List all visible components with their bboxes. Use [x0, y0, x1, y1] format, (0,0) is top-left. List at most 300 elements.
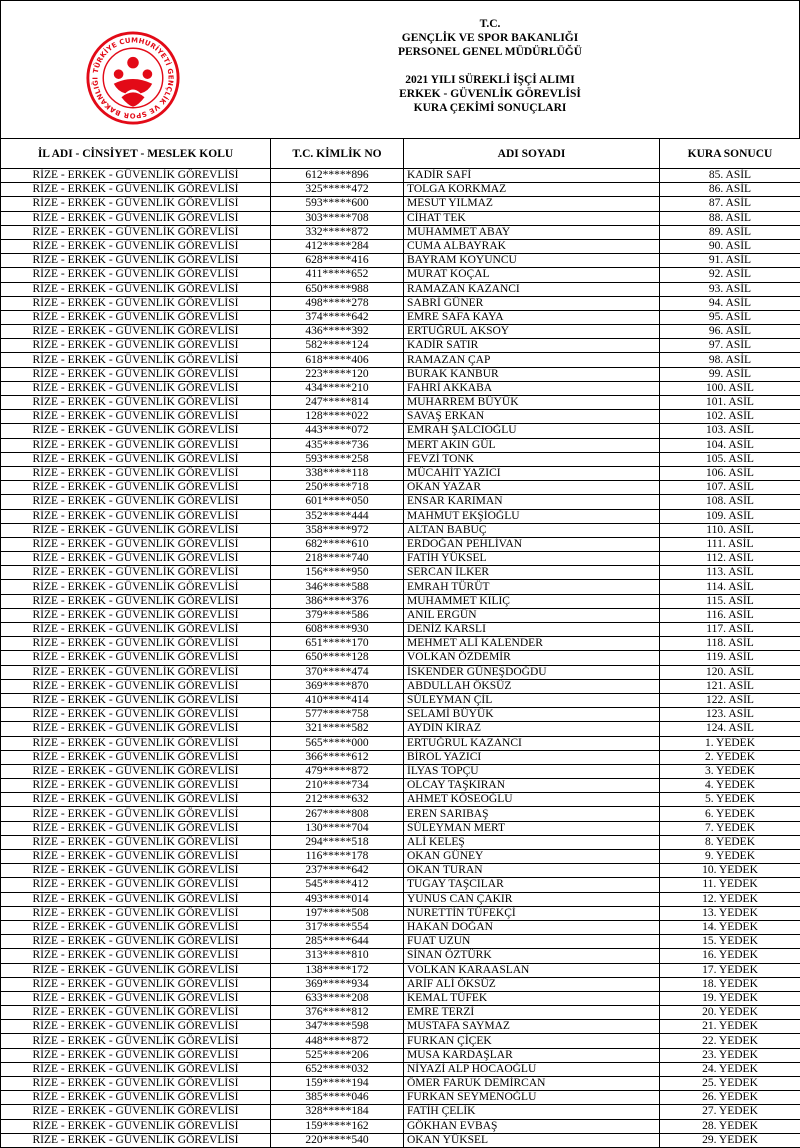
cell-tc-kimlik: 212*****632 [271, 793, 404, 807]
cell-adi-soyadi: EMRAH ŞALCIOĞLU [404, 424, 660, 438]
cell-il-adi: RİZE - ERKEK - GÜVENLİK GÖREVLİSİ [1, 1091, 271, 1105]
cell-il-adi: RİZE - ERKEK - GÜVENLİK GÖREVLİSİ [1, 1006, 271, 1020]
cell-adi-soyadi: ALTAN BABUÇ [404, 523, 660, 537]
cell-kura-sonucu: 105. ASİL [660, 452, 800, 466]
cell-adi-soyadi: DENİZ KARSLI [404, 623, 660, 637]
cell-il-adi: RİZE - ERKEK - GÜVENLİK GÖREVLİSİ [1, 396, 271, 410]
cell-il-adi: RİZE - ERKEK - GÜVENLİK GÖREVLİSİ [1, 381, 271, 395]
header-line-1: T.C. [181, 17, 799, 31]
cell-il-adi: RİZE - ERKEK - GÜVENLİK GÖREVLİSİ [1, 239, 271, 253]
cell-il-adi: RİZE - ERKEK - GÜVENLİK GÖREVLİSİ [1, 580, 271, 594]
cell-kura-sonucu: 93. ASİL [660, 282, 800, 296]
cell-kura-sonucu: 86. ASİL [660, 183, 800, 197]
cell-il-adi: RİZE - ERKEK - GÜVENLİK GÖREVLİSİ [1, 1119, 271, 1133]
cell-kura-sonucu: 116. ASİL [660, 608, 800, 622]
cell-tc-kimlik: 321*****582 [271, 722, 404, 736]
table-row [1, 1048, 800, 1062]
cell-kura-sonucu: 29. YEDEK [660, 1133, 800, 1147]
cell-tc-kimlik: 650*****988 [271, 282, 404, 296]
table-row [1, 282, 800, 296]
cell-tc-kimlik: 223*****120 [271, 367, 404, 381]
table-row [1, 580, 800, 594]
cell-kura-sonucu: 5. YEDEK [660, 793, 800, 807]
cell-kura-sonucu: 8. YEDEK [660, 835, 800, 849]
table-row [1, 1020, 800, 1034]
cell-tc-kimlik: 237*****642 [271, 864, 404, 878]
cell-il-adi: RİZE - ERKEK - GÜVENLİK GÖREVLİSİ [1, 353, 271, 367]
cell-adi-soyadi: SAVAŞ ERKAN [404, 410, 660, 424]
cell-kura-sonucu: 10. YEDEK [660, 864, 800, 878]
cell-il-adi: RİZE - ERKEK - GÜVENLİK GÖREVLİSİ [1, 764, 271, 778]
cell-kura-sonucu: 95. ASİL [660, 310, 800, 324]
cell-adi-soyadi: SERCAN İLKER [404, 566, 660, 580]
cell-kura-sonucu: 121. ASİL [660, 679, 800, 693]
table-row [1, 254, 800, 268]
cell-kura-sonucu: 12. YEDEK [660, 892, 800, 906]
cell-il-adi: RİZE - ERKEK - GÜVENLİK GÖREVLİSİ [1, 481, 271, 495]
cell-kura-sonucu: 22. YEDEK [660, 1034, 800, 1048]
cell-il-adi: RİZE - ERKEK - GÜVENLİK GÖREVLİSİ [1, 169, 271, 183]
cell-adi-soyadi: CİHAT TEK [404, 211, 660, 225]
cell-kura-sonucu: 16. YEDEK [660, 949, 800, 963]
cell-tc-kimlik: 434*****210 [271, 381, 404, 395]
table-row [1, 920, 800, 934]
table-row [1, 949, 800, 963]
cell-kura-sonucu: 109. ASİL [660, 509, 800, 523]
cell-adi-soyadi: KADİR SAFİ [404, 169, 660, 183]
cell-adi-soyadi: SABRİ GÜNER [404, 296, 660, 310]
cell-adi-soyadi: MUHARREM BÜYÜK [404, 396, 660, 410]
cell-tc-kimlik: 436*****392 [271, 325, 404, 339]
cell-il-adi: RİZE - ERKEK - GÜVENLİK GÖREVLİSİ [1, 906, 271, 920]
cell-adi-soyadi: BURAK KANBUR [404, 367, 660, 381]
cell-tc-kimlik: 369*****870 [271, 679, 404, 693]
table-row [1, 410, 800, 424]
table-row [1, 722, 800, 736]
cell-tc-kimlik: 608*****930 [271, 623, 404, 637]
table-row [1, 793, 800, 807]
cell-il-adi: RİZE - ERKEK - GÜVENLİK GÖREVLİSİ [1, 991, 271, 1005]
cell-il-adi: RİZE - ERKEK - GÜVENLİK GÖREVLİSİ [1, 325, 271, 339]
cell-tc-kimlik: 250*****718 [271, 481, 404, 495]
cell-il-adi: RİZE - ERKEK - GÜVENLİK GÖREVLİSİ [1, 750, 271, 764]
cell-adi-soyadi: ABDULLAH ÖKSÜZ [404, 679, 660, 693]
cell-tc-kimlik: 197*****508 [271, 906, 404, 920]
cell-adi-soyadi: OKAN YAZAR [404, 481, 660, 495]
cell-tc-kimlik: 582*****124 [271, 339, 404, 353]
header-line-4: 2021 YILI SÜREKLİ İŞÇİ ALIMI [181, 73, 799, 87]
cell-tc-kimlik: 138*****172 [271, 963, 404, 977]
cell-tc-kimlik: 369*****934 [271, 977, 404, 991]
cell-il-adi: RİZE - ERKEK - GÜVENLİK GÖREVLİSİ [1, 225, 271, 239]
cell-adi-soyadi: FURKAN SEYMENOĞLU [404, 1091, 660, 1105]
cell-kura-sonucu: 110. ASİL [660, 523, 800, 537]
table-row [1, 552, 800, 566]
cell-kura-sonucu: 94. ASİL [660, 296, 800, 310]
cell-il-adi: RİZE - ERKEK - GÜVENLİK GÖREVLİSİ [1, 452, 271, 466]
cell-kura-sonucu: 103. ASİL [660, 424, 800, 438]
table-row [1, 637, 800, 651]
table-row [1, 878, 800, 892]
cell-il-adi: RİZE - ERKEK - GÜVENLİK GÖREVLİSİ [1, 878, 271, 892]
cell-tc-kimlik: 220*****540 [271, 1133, 404, 1147]
cell-tc-kimlik: 317*****554 [271, 920, 404, 934]
cell-tc-kimlik: 374*****642 [271, 310, 404, 324]
header-titles [181, 17, 799, 115]
cell-tc-kimlik: 565*****000 [271, 736, 404, 750]
cell-tc-kimlik: 313*****810 [271, 949, 404, 963]
cell-adi-soyadi: SÜLEYMAN ÇİL [404, 693, 660, 707]
cell-il-adi: RİZE - ERKEK - GÜVENLİK GÖREVLİSİ [1, 282, 271, 296]
cell-adi-soyadi: ERTUĞRUL KAZANCI [404, 736, 660, 750]
table-row [1, 353, 800, 367]
table-row [1, 1119, 800, 1133]
header-line-5: ERKEK - GÜVENLİK GÖREVLİSİ [181, 87, 799, 101]
cell-kura-sonucu: 89. ASİL [660, 225, 800, 239]
cell-tc-kimlik: 618*****406 [271, 353, 404, 367]
cell-il-adi: RİZE - ERKEK - GÜVENLİK GÖREVLİSİ [1, 183, 271, 197]
cell-tc-kimlik: 525*****206 [271, 1048, 404, 1062]
table-row [1, 481, 800, 495]
cell-adi-soyadi: OKAN GÜNEY [404, 850, 660, 864]
cell-adi-soyadi: BİROL YAZICI [404, 750, 660, 764]
cell-tc-kimlik: 385*****046 [271, 1091, 404, 1105]
cell-il-adi: RİZE - ERKEK - GÜVENLİK GÖREVLİSİ [1, 197, 271, 211]
document-header [0, 0, 800, 138]
cell-adi-soyadi: MUHAMMET ABAY [404, 225, 660, 239]
cell-kura-sonucu: 118. ASİL [660, 637, 800, 651]
cell-il-adi: RİZE - ERKEK - GÜVENLİK GÖREVLİSİ [1, 367, 271, 381]
cell-tc-kimlik: 346*****588 [271, 580, 404, 594]
cell-kura-sonucu: 92. ASİL [660, 268, 800, 282]
table-row [1, 1105, 800, 1119]
cell-tc-kimlik: 325*****472 [271, 183, 404, 197]
cell-adi-soyadi: ANIL ERGÜN [404, 608, 660, 622]
cell-adi-soyadi: FEVZİ TONK [404, 452, 660, 466]
cell-kura-sonucu: 96. ASİL [660, 325, 800, 339]
cell-kura-sonucu: 21. YEDEK [660, 1020, 800, 1034]
table-row [1, 438, 800, 452]
table-row [1, 197, 800, 211]
cell-il-adi: RİZE - ERKEK - GÜVENLİK GÖREVLİSİ [1, 410, 271, 424]
cell-kura-sonucu: 87. ASİL [660, 197, 800, 211]
cell-adi-soyadi: FAHRİ AKKABA [404, 381, 660, 395]
cell-adi-soyadi: OLCAY TAŞKIRAN [404, 779, 660, 793]
cell-il-adi: RİZE - ERKEK - GÜVENLİK GÖREVLİSİ [1, 296, 271, 310]
table-row [1, 211, 800, 225]
cell-kura-sonucu: 23. YEDEK [660, 1048, 800, 1062]
cell-il-adi: RİZE - ERKEK - GÜVENLİK GÖREVLİSİ [1, 594, 271, 608]
table-row [1, 608, 800, 622]
table-row [1, 225, 800, 239]
table-row [1, 537, 800, 551]
cell-il-adi: RİZE - ERKEK - GÜVENLİK GÖREVLİSİ [1, 268, 271, 282]
cell-tc-kimlik: 370*****474 [271, 665, 404, 679]
cell-il-adi: RİZE - ERKEK - GÜVENLİK GÖREVLİSİ [1, 977, 271, 991]
cell-kura-sonucu: 101. ASİL [660, 396, 800, 410]
table-row [1, 693, 800, 707]
table-row [1, 396, 800, 410]
table-row [1, 963, 800, 977]
cell-tc-kimlik: 448*****872 [271, 1034, 404, 1048]
column-header-result: KURA SONUCU [660, 139, 800, 169]
cell-il-adi: RİZE - ERKEK - GÜVENLİK GÖREVLİSİ [1, 537, 271, 551]
cell-il-adi: RİZE - ERKEK - GÜVENLİK GÖREVLİSİ [1, 509, 271, 523]
cell-kura-sonucu: 102. ASİL [660, 410, 800, 424]
cell-il-adi: RİZE - ERKEK - GÜVENLİK GÖREVLİSİ [1, 466, 271, 480]
cell-tc-kimlik: 247*****814 [271, 396, 404, 410]
cell-tc-kimlik: 130*****704 [271, 821, 404, 835]
cell-tc-kimlik: 628*****416 [271, 254, 404, 268]
table-row [1, 764, 800, 778]
cell-il-adi: RİZE - ERKEK - GÜVENLİK GÖREVLİSİ [1, 850, 271, 864]
table-row [1, 452, 800, 466]
cell-tc-kimlik: 601*****050 [271, 495, 404, 509]
cell-il-adi: RİZE - ERKEK - GÜVENLİK GÖREVLİSİ [1, 892, 271, 906]
cell-kura-sonucu: 11. YEDEK [660, 878, 800, 892]
cell-kura-sonucu: 19. YEDEK [660, 991, 800, 1005]
cell-adi-soyadi: NURETTİN TÜFEKÇİ [404, 906, 660, 920]
cell-tc-kimlik: 328*****184 [271, 1105, 404, 1119]
cell-tc-kimlik: 159*****162 [271, 1119, 404, 1133]
cell-adi-soyadi: SÜLEYMAN MERT [404, 821, 660, 835]
results-table [0, 138, 800, 1148]
cell-il-adi: RİZE - ERKEK - GÜVENLİK GÖREVLİSİ [1, 211, 271, 225]
table-row [1, 466, 800, 480]
cell-il-adi: RİZE - ERKEK - GÜVENLİK GÖREVLİSİ [1, 1034, 271, 1048]
cell-il-adi: RİZE - ERKEK - GÜVENLİK GÖREVLİSİ [1, 935, 271, 949]
cell-tc-kimlik: 612*****896 [271, 169, 404, 183]
table-row [1, 750, 800, 764]
table-row [1, 991, 800, 1005]
cell-kura-sonucu: 20. YEDEK [660, 1006, 800, 1020]
cell-tc-kimlik: 347*****598 [271, 1020, 404, 1034]
cell-tc-kimlik: 338*****118 [271, 466, 404, 480]
cell-kura-sonucu: 124. ASİL [660, 722, 800, 736]
cell-adi-soyadi: ÖMER FARUK DEMİRCAN [404, 1077, 660, 1091]
cell-adi-soyadi: AYDIN KİRAZ [404, 722, 660, 736]
cell-kura-sonucu: 120. ASİL [660, 665, 800, 679]
cell-kura-sonucu: 99. ASİL [660, 367, 800, 381]
cell-adi-soyadi: MUSTAFA SAYMAZ [404, 1020, 660, 1034]
cell-il-adi: RİZE - ERKEK - GÜVENLİK GÖREVLİSİ [1, 310, 271, 324]
cell-kura-sonucu: 17. YEDEK [660, 963, 800, 977]
cell-adi-soyadi: CUMA ALBAYRAK [404, 239, 660, 253]
table-row [1, 935, 800, 949]
table-row [1, 850, 800, 864]
cell-kura-sonucu: 117. ASİL [660, 623, 800, 637]
cell-kura-sonucu: 91. ASİL [660, 254, 800, 268]
cell-tc-kimlik: 633*****208 [271, 991, 404, 1005]
cell-kura-sonucu: 1. YEDEK [660, 736, 800, 750]
cell-tc-kimlik: 366*****612 [271, 750, 404, 764]
cell-adi-soyadi: SİNAN ÖZTÜRK [404, 949, 660, 963]
cell-il-adi: RİZE - ERKEK - GÜVENLİK GÖREVLİSİ [1, 254, 271, 268]
table-row [1, 623, 800, 637]
cell-kura-sonucu: 104. ASİL [660, 438, 800, 452]
cell-il-adi: RİZE - ERKEK - GÜVENLİK GÖREVLİSİ [1, 651, 271, 665]
cell-adi-soyadi: RAMAZAN ÇAP [404, 353, 660, 367]
cell-il-adi: RİZE - ERKEK - GÜVENLİK GÖREVLİSİ [1, 708, 271, 722]
cell-tc-kimlik: 156*****950 [271, 566, 404, 580]
cell-tc-kimlik: 577*****758 [271, 708, 404, 722]
cell-adi-soyadi: KEMAL TÜFEK [404, 991, 660, 1005]
cell-adi-soyadi: FUAT UZUN [404, 935, 660, 949]
cell-tc-kimlik: 652*****032 [271, 1062, 404, 1076]
cell-il-adi: RİZE - ERKEK - GÜVENLİK GÖREVLİSİ [1, 679, 271, 693]
cell-kura-sonucu: 7. YEDEK [660, 821, 800, 835]
header-line-6: KURA ÇEKİMİ SONUÇLARI [181, 101, 799, 115]
cell-il-adi: RİZE - ERKEK - GÜVENLİK GÖREVLİSİ [1, 949, 271, 963]
cell-adi-soyadi: MURAT KOÇAL [404, 268, 660, 282]
cell-il-adi: RİZE - ERKEK - GÜVENLİK GÖREVLİSİ [1, 793, 271, 807]
cell-tc-kimlik: 159*****194 [271, 1077, 404, 1091]
cell-il-adi: RİZE - ERKEK - GÜVENLİK GÖREVLİSİ [1, 665, 271, 679]
cell-il-adi: RİZE - ERKEK - GÜVENLİK GÖREVLİSİ [1, 864, 271, 878]
table-row [1, 1034, 800, 1048]
cell-tc-kimlik: 386*****376 [271, 594, 404, 608]
cell-adi-soyadi: ERTUĞRUL AKSOY [404, 325, 660, 339]
cell-adi-soyadi: İLYAS TOPÇU [404, 764, 660, 778]
cell-kura-sonucu: 26. YEDEK [660, 1091, 800, 1105]
cell-il-adi: RİZE - ERKEK - GÜVENLİK GÖREVLİSİ [1, 1077, 271, 1091]
table-row [1, 381, 800, 395]
cell-il-adi: RİZE - ERKEK - GÜVENLİK GÖREVLİSİ [1, 1105, 271, 1119]
table-row [1, 977, 800, 991]
cell-tc-kimlik: 285*****644 [271, 935, 404, 949]
table-row [1, 509, 800, 523]
cell-il-adi: RİZE - ERKEK - GÜVENLİK GÖREVLİSİ [1, 552, 271, 566]
cell-adi-soyadi: EMRE TERZİ [404, 1006, 660, 1020]
cell-kura-sonucu: 4. YEDEK [660, 779, 800, 793]
cell-il-adi: RİZE - ERKEK - GÜVENLİK GÖREVLİSİ [1, 637, 271, 651]
cell-il-adi: RİZE - ERKEK - GÜVENLİK GÖREVLİSİ [1, 339, 271, 353]
table-row [1, 183, 800, 197]
cell-adi-soyadi: YUNUS CAN ÇAKIR [404, 892, 660, 906]
cell-adi-soyadi: FATİH ÇELİK [404, 1105, 660, 1119]
cell-tc-kimlik: 376*****812 [271, 1006, 404, 1020]
cell-kura-sonucu: 90. ASİL [660, 239, 800, 253]
cell-adi-soyadi: MAHMUT EKŞİOĞLU [404, 509, 660, 523]
cell-il-adi: RİZE - ERKEK - GÜVENLİK GÖREVLİSİ [1, 523, 271, 537]
table-row [1, 779, 800, 793]
cell-adi-soyadi: FATİH YÜKSEL [404, 552, 660, 566]
cell-kura-sonucu: 122. ASİL [660, 693, 800, 707]
cell-kura-sonucu: 27. YEDEK [660, 1105, 800, 1119]
cell-adi-soyadi: VOLKAN ÖZDEMİR [404, 651, 660, 665]
cell-adi-soyadi: HAKAN DOĞAN [404, 920, 660, 934]
cell-il-adi: RİZE - ERKEK - GÜVENLİK GÖREVLİSİ [1, 1133, 271, 1147]
cell-tc-kimlik: 682*****610 [271, 537, 404, 551]
cell-il-adi: RİZE - ERKEK - GÜVENLİK GÖREVLİSİ [1, 1062, 271, 1076]
cell-kura-sonucu: 24. YEDEK [660, 1062, 800, 1076]
table-row [1, 268, 800, 282]
table-row [1, 1062, 800, 1076]
cell-kura-sonucu: 107. ASİL [660, 481, 800, 495]
cell-kura-sonucu: 98. ASİL [660, 353, 800, 367]
cell-tc-kimlik: 593*****258 [271, 452, 404, 466]
cell-tc-kimlik: 443*****072 [271, 424, 404, 438]
cell-adi-soyadi: ARİF ALİ ÖKSÜZ [404, 977, 660, 991]
cell-adi-soyadi: EMRAH TÜRÜT [404, 580, 660, 594]
table-row [1, 424, 800, 438]
cell-kura-sonucu: 6. YEDEK [660, 807, 800, 821]
table-row [1, 821, 800, 835]
table-header-row [1, 139, 800, 169]
cell-kura-sonucu: 2. YEDEK [660, 750, 800, 764]
cell-kura-sonucu: 3. YEDEK [660, 764, 800, 778]
cell-il-adi: RİZE - ERKEK - GÜVENLİK GÖREVLİSİ [1, 566, 271, 580]
cell-kura-sonucu: 15. YEDEK [660, 935, 800, 949]
cell-adi-soyadi: EREN SARIBAŞ [404, 807, 660, 821]
cell-il-adi: RİZE - ERKEK - GÜVENLİK GÖREVLİSİ [1, 1020, 271, 1034]
cell-adi-soyadi: ALİ KELEŞ [404, 835, 660, 849]
cell-tc-kimlik: 593*****600 [271, 197, 404, 211]
table-row [1, 906, 800, 920]
cell-adi-soyadi: TUGAY TAŞCILAR [404, 878, 660, 892]
cell-adi-soyadi: SELAMİ BÜYÜK [404, 708, 660, 722]
cell-kura-sonucu: 88. ASİL [660, 211, 800, 225]
cell-adi-soyadi: MESUT YILMAZ [404, 197, 660, 211]
cell-tc-kimlik: 116*****178 [271, 850, 404, 864]
cell-tc-kimlik: 498*****278 [271, 296, 404, 310]
cell-tc-kimlik: 479*****872 [271, 764, 404, 778]
cell-il-adi: RİZE - ERKEK - GÜVENLİK GÖREVLİSİ [1, 821, 271, 835]
cell-kura-sonucu: 9. YEDEK [660, 850, 800, 864]
table-row [1, 339, 800, 353]
cell-kura-sonucu: 115. ASİL [660, 594, 800, 608]
column-header-name: ADI SOYADI [404, 139, 660, 169]
column-header-il: İL ADI - CİNSİYET - MESLEK KOLU [1, 139, 271, 169]
cell-adi-soyadi: AHMET KÖSEOĞLU [404, 793, 660, 807]
cell-kura-sonucu: 100. ASİL [660, 381, 800, 395]
cell-adi-soyadi: OKAN YÜKSEL [404, 1133, 660, 1147]
table-row [1, 736, 800, 750]
cell-adi-soyadi: NİYAZİ ALP HOCAOĞLU [404, 1062, 660, 1076]
cell-il-adi: RİZE - ERKEK - GÜVENLİK GÖREVLİSİ [1, 608, 271, 622]
cell-il-adi: RİZE - ERKEK - GÜVENLİK GÖREVLİSİ [1, 807, 271, 821]
cell-tc-kimlik: 358*****972 [271, 523, 404, 537]
cell-kura-sonucu: 85. ASİL [660, 169, 800, 183]
cell-tc-kimlik: 379*****586 [271, 608, 404, 622]
header-line-3: PERSONEL GENEL MÜDÜRLÜĞÜ [181, 45, 799, 59]
cell-adi-soyadi: MÜCAHİT YAZICI [404, 466, 660, 480]
cell-il-adi: RİZE - ERKEK - GÜVENLİK GÖREVLİSİ [1, 438, 271, 452]
svg-text:TÜRKİYE CUMHURİYETİ GENÇLİK VE: TÜRKİYE CUMHURİYETİ GENÇLİK VE SPOR BAKANLIĞI [90, 36, 174, 119]
cell-adi-soyadi: OKAN TURAN [404, 864, 660, 878]
cell-adi-soyadi: TOLGA KORKMAZ [404, 183, 660, 197]
table-row [1, 566, 800, 580]
table-row [1, 1133, 800, 1147]
cell-tc-kimlik: 651*****170 [271, 637, 404, 651]
cell-tc-kimlik: 128*****022 [271, 410, 404, 424]
cell-il-adi: RİZE - ERKEK - GÜVENLİK GÖREVLİSİ [1, 736, 271, 750]
cell-il-adi: RİZE - ERKEK - GÜVENLİK GÖREVLİSİ [1, 779, 271, 793]
table-row [1, 679, 800, 693]
cell-adi-soyadi: İSKENDER GÜNEŞDOĞDU [404, 665, 660, 679]
cell-adi-soyadi: MERT AKIN GÜL [404, 438, 660, 452]
table-row [1, 495, 800, 509]
cell-adi-soyadi: VOLKAN KARAASLAN [404, 963, 660, 977]
cell-tc-kimlik: 493*****014 [271, 892, 404, 906]
cell-adi-soyadi: GÖKHAN EVBAŞ [404, 1119, 660, 1133]
table-row [1, 523, 800, 537]
cell-tc-kimlik: 412*****284 [271, 239, 404, 253]
cell-kura-sonucu: 123. ASİL [660, 708, 800, 722]
cell-adi-soyadi: MEHMET ALİ KALENDER [404, 637, 660, 651]
column-header-tc: T.C. KİMLİK NO [271, 139, 404, 169]
cell-il-adi: RİZE - ERKEK - GÜVENLİK GÖREVLİSİ [1, 722, 271, 736]
